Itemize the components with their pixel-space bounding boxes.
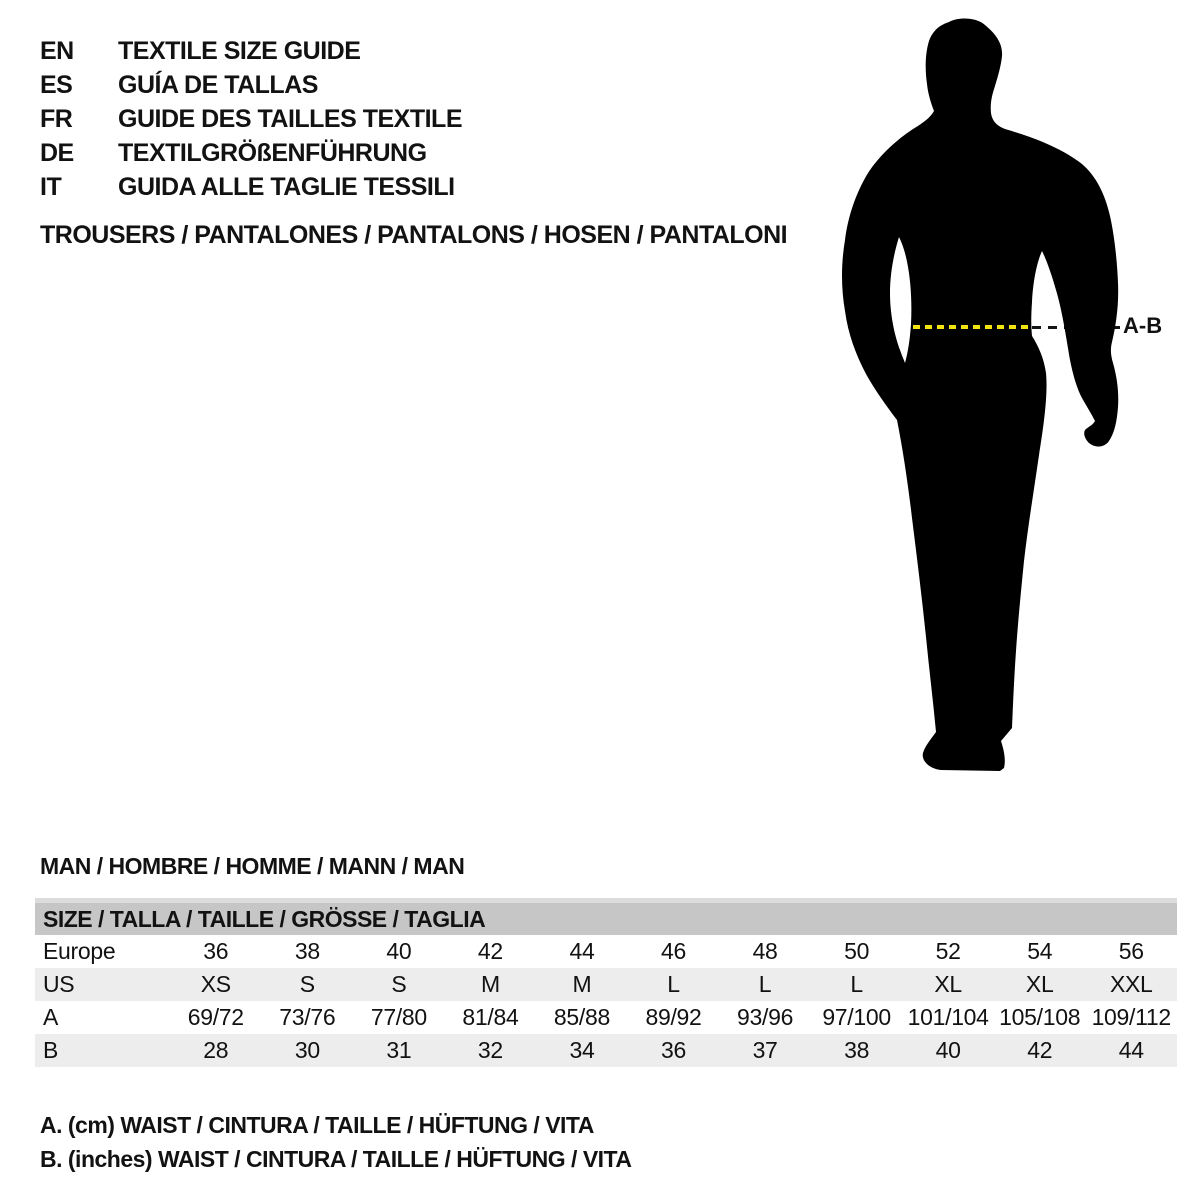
- table-cell: 69/72: [187, 1004, 244, 1030]
- table-cell: 101/104: [907, 1004, 989, 1030]
- language-label: TEXTILE SIZE GUIDE: [118, 36, 361, 65]
- table-cell: 44: [1118, 1037, 1144, 1063]
- table-cell: 81/84: [462, 1004, 519, 1030]
- language-row: [40, 170, 462, 204]
- table-cell: XL: [934, 971, 962, 997]
- table-cell: 54: [1027, 938, 1053, 964]
- language-code: EN: [40, 36, 74, 65]
- table-cell: 34: [569, 1037, 595, 1063]
- table-cell: 31: [386, 1037, 412, 1063]
- table-row-label: US: [43, 971, 75, 997]
- table-cell: XXL: [1109, 971, 1153, 997]
- table-row-label: B: [43, 1037, 59, 1063]
- waist-dotted-line: [913, 325, 1031, 329]
- table-cell: 109/112: [1091, 1004, 1171, 1030]
- table-cell: 28: [203, 1037, 229, 1063]
- table-cell: M: [572, 971, 592, 997]
- language-row: [40, 68, 462, 102]
- table-cell: L: [758, 971, 772, 997]
- footnote-cm: A. (cm) WAIST / CINTURA / TAILLE / HÜFTUNG / VITA: [40, 1112, 594, 1138]
- size-table-rows: [35, 935, 1177, 1067]
- language-label: GUIDE DES TAILLES TEXTILE: [118, 104, 463, 133]
- table-cell: 30: [294, 1037, 320, 1063]
- table-cell: 36: [661, 1037, 686, 1063]
- man-silhouette: [820, 0, 1200, 800]
- language-code: DE: [40, 138, 74, 167]
- language-row: [40, 102, 462, 136]
- category-title: TROUSERS / PANTALONES / PANTALONS / HOSEN / PANTALONI: [40, 221, 788, 249]
- table-row-label: Europe: [43, 938, 116, 964]
- table-row: [35, 968, 1177, 1001]
- table-row: [35, 935, 1177, 968]
- language-label: GUÍA DE TALLAS: [118, 70, 318, 99]
- table-cell: 38: [294, 938, 320, 964]
- table-cell: 77/80: [370, 1004, 427, 1030]
- table-cell: 93/96: [737, 1004, 794, 1030]
- table-cell: 50: [844, 938, 870, 964]
- table-cell: 32: [477, 1037, 503, 1063]
- table-cell: 52: [935, 938, 961, 964]
- table-cell: 89/92: [645, 1004, 702, 1030]
- table-cell: S: [299, 971, 315, 997]
- table-cell: 73/76: [279, 1004, 336, 1030]
- language-code: ES: [40, 70, 73, 99]
- table-row: [35, 1001, 1177, 1034]
- table-cell: 56: [1118, 938, 1144, 964]
- table-cell: L: [667, 971, 680, 997]
- language-code: FR: [40, 104, 73, 133]
- table-cell: 105/108: [999, 1004, 1081, 1030]
- section-title: MAN / HOMBRE / HOMME / MANN / MAN: [40, 853, 465, 879]
- table-cell: 42: [1027, 1037, 1053, 1063]
- language-row: [40, 34, 462, 68]
- table-cell: 44: [569, 938, 595, 964]
- language-label: TEXTILGRÖßENFÜHRUNG: [118, 138, 427, 167]
- table-cell: 48: [752, 938, 778, 964]
- table-cell: 38: [844, 1037, 870, 1063]
- language-guide: [40, 34, 462, 204]
- table-cell: 42: [477, 938, 503, 964]
- footnote-inches: B. (inches) WAIST / CINTURA / TAILLE / HÜFTUNG / VITA: [40, 1146, 632, 1172]
- size-table-header: SIZE / TALLA / TAILLE / GRÖSSE / TAGLIA: [35, 898, 1177, 935]
- silhouette-body: [842, 19, 1118, 771]
- measure-label: A-B: [1123, 313, 1163, 338]
- language-row: [40, 136, 462, 170]
- table-cell: XS: [200, 971, 231, 997]
- table-cell: 85/88: [553, 1004, 610, 1030]
- table-cell: S: [391, 971, 407, 997]
- language-label: GUIDA ALLE TAGLIE TESSILI: [118, 172, 455, 201]
- language-code: IT: [40, 172, 62, 201]
- table-cell: 97/100: [822, 1004, 891, 1030]
- table-cell: 46: [661, 938, 686, 964]
- table-cell: 36: [203, 938, 229, 964]
- size-table: [35, 898, 1177, 1067]
- table-row: [35, 1034, 1177, 1067]
- table-cell: 40: [386, 938, 412, 964]
- table-cell: XL: [1025, 971, 1054, 997]
- table-row-label: A: [43, 1004, 59, 1030]
- table-cell: 37: [752, 1037, 778, 1063]
- table-cell: M: [480, 971, 500, 997]
- table-cell: 40: [935, 1037, 961, 1063]
- table-cell: L: [850, 971, 863, 997]
